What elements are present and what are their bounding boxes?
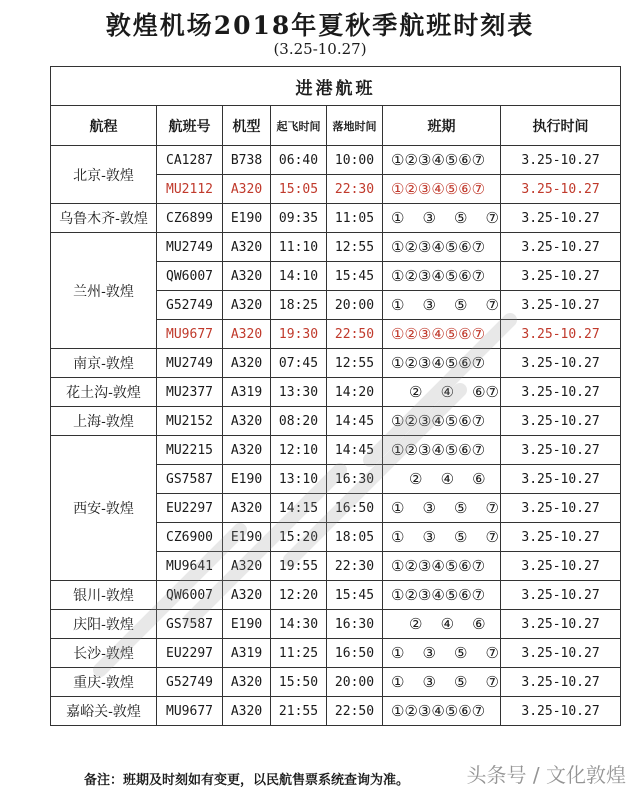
departure-time-cell: 12:20 [271,581,327,610]
arrival-time-cell: 16:30 [327,465,383,494]
table-row [51,378,621,407]
schedule-days-cell: ①②③④⑤⑥⑦ [383,233,501,262]
column-header: 航程 [51,106,157,146]
period-cell: 3.25-10.27 [501,465,621,494]
schedule-days-cell: ①②③④⑤⑥⑦ [383,407,501,436]
flight-schedule-table [50,66,621,726]
aircraft-type-cell: E190 [223,610,271,639]
flight-number-cell: QW6007 [157,262,223,291]
schedule-days-cell: ①②③④⑤⑥⑦ [383,146,501,175]
table-row [51,349,621,378]
route-cell: 庆阳-敦煌 [51,610,157,639]
schedule-days-cell: ② ④ ⑥ [383,610,501,639]
aircraft-type-cell: A320 [223,494,271,523]
column-header-row [51,106,621,146]
aircraft-type-cell: A320 [223,291,271,320]
flight-number-cell: MU2749 [157,233,223,262]
departure-time-cell: 12:10 [271,436,327,465]
period-cell: 3.25-10.27 [501,204,621,233]
column-header: 落地时间 [327,106,383,146]
route-cell: 花土沟-敦煌 [51,378,157,407]
schedule-days-cell: ①②③④⑤⑥⑦ [383,320,501,349]
flight-number-cell: MU9641 [157,552,223,581]
column-header: 机型 [223,106,271,146]
schedule-days-cell: ①②③④⑤⑥⑦ [383,175,501,204]
aircraft-type-cell: A320 [223,320,271,349]
route-cell: 兰州-敦煌 [51,233,157,349]
arrival-time-cell: 15:45 [327,262,383,291]
period-cell: 3.25-10.27 [501,291,621,320]
arrival-time-cell: 22:30 [327,552,383,581]
departure-time-cell: 18:25 [271,291,327,320]
table-row [51,146,621,175]
arrival-time-cell: 16:30 [327,610,383,639]
aircraft-type-cell: A320 [223,697,271,726]
arrival-time-cell: 12:55 [327,349,383,378]
schedule-days-cell: ① ③ ⑤ ⑦ [383,523,501,552]
flight-number-cell: EU2297 [157,494,223,523]
departure-time-cell: 19:30 [271,320,327,349]
arrival-time-cell: 22:50 [327,320,383,349]
column-header: 执行时间 [501,106,621,146]
period-cell: 3.25-10.27 [501,668,621,697]
arrival-time-cell: 14:45 [327,407,383,436]
period-cell: 3.25-10.27 [501,262,621,291]
flight-number-cell: CZ6900 [157,523,223,552]
flight-number-cell: MU2215 [157,436,223,465]
departure-time-cell: 11:25 [271,639,327,668]
route-cell: 南京-敦煌 [51,349,157,378]
table-row [51,204,621,233]
departure-time-cell: 14:15 [271,494,327,523]
aircraft-type-cell: A320 [223,668,271,697]
table-row [51,436,621,465]
departure-time-cell: 11:10 [271,233,327,262]
arrival-time-cell: 14:45 [327,436,383,465]
arrival-time-cell: 22:50 [327,697,383,726]
arrival-time-cell: 22:30 [327,175,383,204]
period-cell: 3.25-10.27 [501,581,621,610]
flight-number-cell: QW6007 [157,581,223,610]
flight-number-cell: MU2749 [157,349,223,378]
aircraft-type-cell: A320 [223,175,271,204]
period-cell: 3.25-10.27 [501,320,621,349]
departure-time-cell: 15:20 [271,523,327,552]
flight-number-cell: GS7587 [157,610,223,639]
aircraft-type-cell: E190 [223,523,271,552]
table-row [51,610,621,639]
arrival-time-cell: 10:00 [327,146,383,175]
arrival-time-cell: 11:05 [327,204,383,233]
period-cell: 3.25-10.27 [501,233,621,262]
period-cell: 3.25-10.27 [501,697,621,726]
table-row [51,639,621,668]
table-row [51,233,621,262]
arrival-time-cell: 20:00 [327,668,383,697]
route-cell: 重庆-敦煌 [51,668,157,697]
period-cell: 3.25-10.27 [501,523,621,552]
period-cell: 3.25-10.27 [501,552,621,581]
route-cell: 嘉峪关-敦煌 [51,697,157,726]
departure-time-cell: 09:35 [271,204,327,233]
departure-time-cell: 15:05 [271,175,327,204]
schedule-days-cell: ①②③④⑤⑥⑦ [383,697,501,726]
aircraft-type-cell: E190 [223,204,271,233]
aircraft-type-cell: A319 [223,639,271,668]
aircraft-type-cell: A319 [223,378,271,407]
schedule-days-cell: ①②③④⑤⑥⑦ [383,262,501,291]
aircraft-type-cell: A320 [223,233,271,262]
period-cell: 3.25-10.27 [501,175,621,204]
period-cell: 3.25-10.27 [501,494,621,523]
section-title: 进港航班 [51,67,621,106]
route-cell: 长沙-敦煌 [51,639,157,668]
watermark-text: 头条号 / 文化敦煌 [466,763,626,787]
aircraft-type-cell: E190 [223,465,271,494]
period-cell: 3.25-10.27 [501,610,621,639]
period-cell: 3.25-10.27 [501,146,621,175]
column-header: 航班号 [157,106,223,146]
flight-number-cell: MU2152 [157,407,223,436]
flight-number-cell: G52749 [157,291,223,320]
route-cell: 北京-敦煌 [51,146,157,204]
route-cell: 西安-敦煌 [51,436,157,581]
departure-time-cell: 14:10 [271,262,327,291]
period-cell: 3.25-10.27 [501,407,621,436]
flight-number-cell: EU2297 [157,639,223,668]
departure-time-cell: 08:20 [271,407,327,436]
departure-time-cell: 19:55 [271,552,327,581]
departure-time-cell: 14:30 [271,610,327,639]
flight-rows [51,146,621,726]
schedule-days-cell: ①②③④⑤⑥⑦ [383,581,501,610]
departure-time-cell: 06:40 [271,146,327,175]
arrival-time-cell: 18:05 [327,523,383,552]
flight-number-cell: G52749 [157,668,223,697]
departure-time-cell: 13:10 [271,465,327,494]
arrival-time-cell: 14:20 [327,378,383,407]
arrival-time-cell: 16:50 [327,494,383,523]
departure-time-cell: 07:45 [271,349,327,378]
footnote: 备注：班期及时刻如有变更，以民航售票系统查询为准。 [84,773,410,788]
period-cell: 3.25-10.27 [501,349,621,378]
departure-time-cell: 15:50 [271,668,327,697]
schedule-days-cell: ② ④ ⑥⑦ [383,378,501,407]
table-row [51,668,621,697]
column-header: 班期 [383,106,501,146]
schedule-days-cell: ① ③ ⑤ ⑦ [383,204,501,233]
flight-number-cell: MU2112 [157,175,223,204]
table-row [51,407,621,436]
aircraft-type-cell: A320 [223,407,271,436]
schedule-days-cell: ② ④ ⑥ [383,465,501,494]
period-cell: 3.25-10.27 [501,436,621,465]
arrival-time-cell: 20:00 [327,291,383,320]
table-row [51,697,621,726]
aircraft-type-cell: B738 [223,146,271,175]
period-cell: 3.25-10.27 [501,378,621,407]
page-title: 敦煌机场2018年夏秋季航班时刻表 [105,11,535,40]
schedule-days-cell: ①②③④⑤⑥⑦ [383,349,501,378]
flight-number-cell: MU9677 [157,697,223,726]
arrival-time-cell: 16:50 [327,639,383,668]
aircraft-type-cell: A320 [223,262,271,291]
arrival-time-cell: 15:45 [327,581,383,610]
schedule-days-cell: ① ③ ⑤ ⑦ [383,639,501,668]
arrival-time-cell: 12:55 [327,233,383,262]
period-cell: 3.25-10.27 [501,639,621,668]
route-cell: 乌鲁木齐-敦煌 [51,204,157,233]
page-subtitle: (3.25-10.27) [273,40,367,58]
schedule-days-cell: ①②③④⑤⑥⑦ [383,552,501,581]
departure-time-cell: 21:55 [271,697,327,726]
route-cell: 上海-敦煌 [51,407,157,436]
departure-time-cell: 13:30 [271,378,327,407]
route-cell: 银川-敦煌 [51,581,157,610]
aircraft-type-cell: A320 [223,581,271,610]
table-row [51,581,621,610]
schedule-days-cell: ①②③④⑤⑥⑦ [383,436,501,465]
flight-number-cell: MU2377 [157,378,223,407]
flight-number-cell: MU9677 [157,320,223,349]
schedule-days-cell: ① ③ ⑤ ⑦ [383,291,501,320]
flight-number-cell: GS7587 [157,465,223,494]
flight-number-cell: CA1287 [157,146,223,175]
column-header: 起飞时间 [271,106,327,146]
schedule-days-cell: ① ③ ⑤ ⑦ [383,494,501,523]
schedule-days-cell: ① ③ ⑤ ⑦ [383,668,501,697]
aircraft-type-cell: A320 [223,349,271,378]
aircraft-type-cell: A320 [223,552,271,581]
aircraft-type-cell: A320 [223,436,271,465]
flight-number-cell: CZ6899 [157,204,223,233]
